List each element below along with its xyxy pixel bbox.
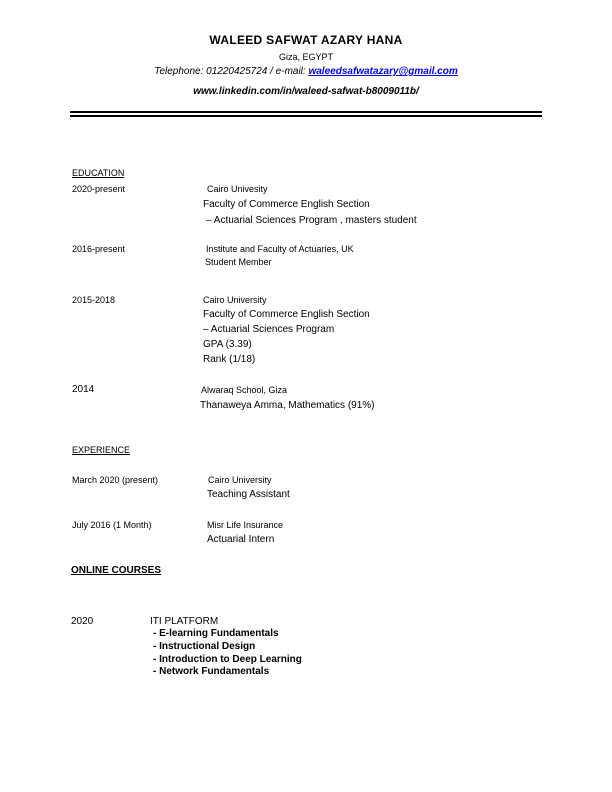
education-line: Faculty of Commerce English Section xyxy=(203,199,370,210)
linkedin-url[interactable]: www.linkedin.com/in/waleed-safwat-b8009011b/ xyxy=(193,86,419,97)
courses-year: 2020 xyxy=(71,616,94,627)
education-line: GPA (3.39) xyxy=(203,339,252,350)
education-line: Institute and Faculty of Actuaries, UK xyxy=(206,244,354,254)
header-divider-top xyxy=(70,111,542,113)
education-date: 2016-present xyxy=(72,244,126,254)
header-divider-bottom xyxy=(70,115,542,117)
education-line: Cairo Univesity xyxy=(207,184,268,194)
contact-line xyxy=(0,66,612,77)
experience-date: July 2016 (1 Month) xyxy=(72,520,152,530)
course-item: - Instructional Design xyxy=(153,641,256,652)
online-courses-heading: ONLINE COURSES xyxy=(71,565,162,576)
education-line: – Actuarial Sciences Program , masters student xyxy=(206,215,417,226)
education-date: 2015-2018 xyxy=(72,295,116,305)
education-line: Faculty of Commerce English Section xyxy=(203,309,370,320)
courses-platform: ITI PLATFORM xyxy=(150,616,219,627)
education-line: Student Member xyxy=(205,257,272,267)
applicant-name: WALEED SAFWAT AZARY HANA xyxy=(209,33,403,47)
course-item: - Network Fundamentals xyxy=(153,666,270,677)
course-item: - E-learning Fundamentals xyxy=(153,628,279,639)
education-line: Alwaraq School, Giza xyxy=(201,385,288,395)
education-line: Cairo University xyxy=(203,295,267,305)
education-date: 2020-present xyxy=(72,184,126,194)
telephone-text: Telephone: 01220425724 / e-mail: xyxy=(154,66,309,77)
experience-date: March 2020 (present) xyxy=(72,475,159,485)
education-heading: EDUCATION xyxy=(72,168,125,178)
education-line: – Actuarial Sciences Program xyxy=(203,324,335,335)
education-line: Thanaweya Amma, Mathematics (91%) xyxy=(200,400,375,411)
experience-line: Actuarial Intern xyxy=(207,534,275,545)
course-item: - Introduction to Deep Learning xyxy=(153,654,302,665)
experience-line: Cairo University xyxy=(208,475,272,485)
experience-line: Teaching Assistant xyxy=(207,489,290,500)
education-date: 2014 xyxy=(72,384,95,395)
location: Giza, EGYPT xyxy=(278,52,333,62)
experience-line: Misr Life Insurance xyxy=(207,520,284,530)
email-link[interactable]: waleedsafwatazary@gmail.com xyxy=(308,66,458,77)
experience-heading: EXPERIENCE xyxy=(72,445,131,455)
education-line: Rank (1/18) xyxy=(203,354,256,365)
